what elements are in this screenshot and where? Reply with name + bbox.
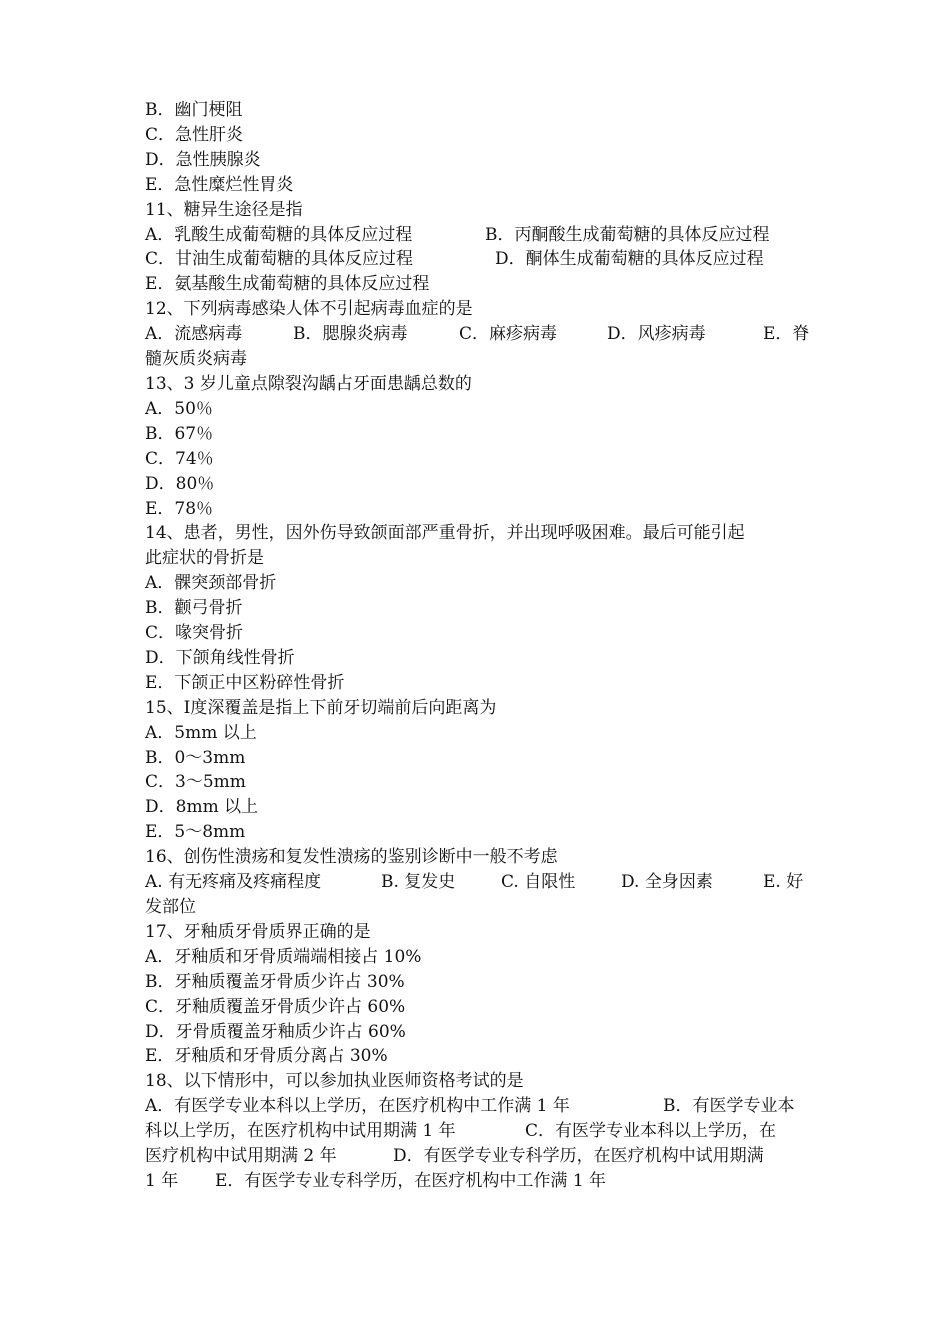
q13-option-d: D．80％ — [145, 473, 215, 494]
q13-option-b: B．67％ — [145, 423, 214, 444]
q10-option-b: B．幽门梗阻 — [145, 100, 243, 120]
q16-stem: 16、创伤性溃疡和复发性溃疡的鉴别诊断中一般不考虑 — [145, 847, 558, 868]
q18-option-a: A．有医学专业本科以上学历，在医疗机构中工作满 1 年 — [145, 1096, 570, 1117]
q12-option-a: A．流感病毒 — [145, 324, 243, 345]
q17-option-c: C．牙釉质覆盖牙骨质少许占 60% — [145, 996, 406, 1017]
question-list — [145, 98, 815, 1194]
q12-option-d: D．风疹病毒 — [607, 324, 706, 345]
q12-option-c: C．麻疹病毒 — [459, 324, 558, 345]
q18-option-c-start: C．有医学专业本科以上学历，在 — [525, 1121, 777, 1142]
q11-row2 — [145, 247, 815, 272]
q16-option-a: A. 有无疼痛及疼痛程度 — [145, 872, 322, 893]
q10-option-c: C．急性肝炎 — [145, 124, 244, 145]
q18-option-c-end: 医疗机构中试用期满 2 年 — [145, 1146, 337, 1167]
q16-options — [145, 870, 815, 895]
q14-option-d: D．下颌角线性骨折 — [145, 647, 295, 668]
q13-stem: 13、3 岁儿童点隙裂沟龋占牙面患龋总数的 — [145, 373, 472, 394]
q16-option-e-continued: 发部位 — [145, 897, 196, 917]
q17-option-d: D．牙骨质覆盖牙釉质少许占 60% — [145, 1021, 406, 1042]
q14-option-a: A．髁突颈部骨折 — [145, 573, 277, 594]
q16-option-b: B. 复发史 — [381, 872, 456, 893]
q11-option-d: D．酮体生成葡萄糖的具体反应过程 — [495, 249, 764, 270]
q18-option-b-end: 科以上学历，在医疗机构中试用期满 1 年 — [145, 1121, 456, 1142]
q16-option-c: C. 自限性 — [501, 872, 576, 893]
q18-option-e: E．有医学专业专科学历，在医疗机构中工作满 1 年 — [215, 1170, 607, 1191]
q12-option-b: B．腮腺炎病毒 — [293, 324, 408, 345]
q18-option-d-end: 1 年 — [145, 1170, 179, 1191]
q18-option-b-start: B．有医学专业本 — [663, 1096, 795, 1117]
q10-option-d: D．急性胰腺炎 — [145, 149, 261, 170]
q14-stem-line1: 14、患者，男性，因外伤导致颌面部严重骨折，并出现呼吸困难。最后可能引起 — [145, 523, 745, 544]
q14-option-b: B．颧弓骨折 — [145, 598, 243, 619]
q18-line3 — [145, 1144, 815, 1169]
q11-row1 — [145, 223, 815, 248]
q13-option-c: C．74％ — [145, 448, 214, 469]
q18-option-d-start: D．有医学专业专科学历，在医疗机构中试用期满 — [393, 1146, 764, 1167]
q15-stem: 15、Ⅰ度深覆盖是指上下前牙切端前后向距离为 — [145, 697, 497, 718]
q17-option-b: B．牙釉质覆盖牙骨质少许占 30% — [145, 971, 405, 992]
q18-line4 — [145, 1169, 815, 1194]
q18-line2 — [145, 1119, 815, 1144]
q18-line1 — [145, 1094, 815, 1119]
q18-stem: 18、以下情形中，可以参加执业医师资格考试的是 — [145, 1071, 524, 1092]
q15-option-a: A．5mm 以上 — [145, 722, 257, 743]
q17-option-a: A．牙釉质和牙骨质端端相接占 10% — [145, 946, 422, 967]
q13-option-e: E．78％ — [145, 498, 214, 519]
q17-stem: 17、牙釉质牙骨质界正确的是 — [145, 921, 371, 942]
q11-stem: 11、糖异生途径是指 — [145, 199, 303, 220]
q11-option-c: C．甘油生成葡萄糖的具体反应过程 — [145, 249, 414, 270]
q16-option-d: D. 全身因素 — [621, 872, 713, 893]
q12-stem: 12、下列病毒感染人体不引起病毒血症的是 — [145, 299, 473, 320]
q13-option-a: A．50％ — [145, 398, 213, 419]
q12-option-e-continued: 髓灰质炎病毒 — [145, 349, 247, 370]
q16-option-e: E. 好 — [763, 872, 804, 893]
q11-option-a: A．乳酸生成葡萄糖的具体反应过程 — [145, 224, 413, 245]
q12-option-e: E．脊 — [763, 324, 810, 345]
q11-option-b: B．丙酮酸生成葡萄糖的具体反应过程 — [485, 224, 770, 245]
q12-options — [145, 322, 815, 347]
q14-option-e: E．下颌正中区粉碎性骨折 — [145, 672, 345, 693]
q17-option-e: E．牙釉质和牙骨质分离占 30% — [145, 1046, 388, 1067]
q15-option-d: D．8mm 以上 — [145, 797, 259, 818]
q15-option-b: B．0～3mm — [145, 747, 246, 768]
q14-stem-line2: 此症状的骨折是 — [145, 548, 264, 569]
q11-option-e: E．氨基酸生成葡萄糖的具体反应过程 — [145, 274, 430, 295]
q14-option-c: C．喙突骨折 — [145, 623, 244, 644]
q15-option-e: E．5～8mm — [145, 822, 246, 843]
q15-option-c: C．3～5mm — [145, 772, 246, 793]
q10-option-e: E．急性糜烂性胃炎 — [145, 174, 294, 195]
